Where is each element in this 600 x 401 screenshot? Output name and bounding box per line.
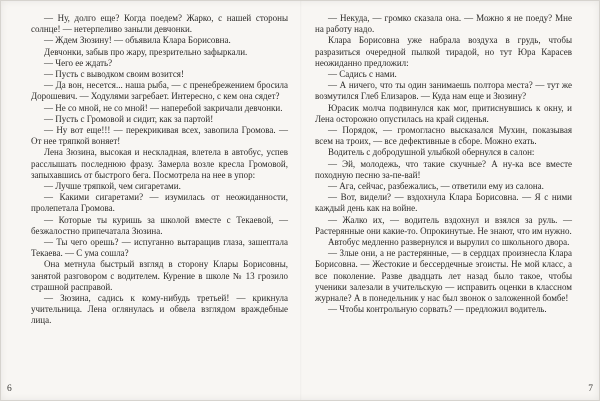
paragraph: — Какими сигаретами? — изумилась от неожиданности, пролепетала Громова.: [31, 192, 288, 214]
paragraph: Лена Зюзина, высокая и нескладная, влетела в автобус, успев расслышать последнюю фразу. Замерла возле кресла Громовой, запыхавшись от быстрого бега. Посмотрела на нее в упор:: [31, 147, 288, 180]
page-number-right: 7: [588, 384, 593, 394]
paragraph: — Которые ты куришь за школой вместе с Текаевой, — безжалостно припечатала Зюзина.: [31, 214, 288, 236]
paragraph: Автобус медленно развернулся и вырулил со школьного двора.: [328, 237, 570, 248]
paragraph: — А ничего, что ты один занимаешь полтора места? — тут же возмутился Глеб Елизаров. — Куда нам еще и Зюзину?: [315, 80, 572, 102]
paragraph: — Ну вот еще!!! — перекрикивая всех, завопила Громова. — От нее тряпкой воняет!: [31, 125, 288, 147]
paragraph: — Порядок, — громогласно высказался Мухин, показывая всем на троих, — все дефективные в сборе. Можно ехать.: [315, 125, 572, 147]
paragraph: — Ты чего орешь? — испуганно вытаращив глаза, зашептала Текаева. — С ума сошла?: [31, 237, 288, 259]
paragraph: Юрасик молча подвинулся как мог, притиснувшись к окну, и Лена осторожно опустилась на край сиденья.: [315, 102, 572, 124]
page-right: [315, 13, 572, 315]
page-right-text: [315, 13, 572, 315]
paragraph: — Зюзина, садись к кому-нибудь третьей! — крикнула учительница. Лена оглянулась и обвела взглядом враждебные лица.: [31, 293, 288, 326]
page-gutter: [300, 1, 302, 400]
paragraph: — Жалко их, — водитель вздохнул и взялся за руль. — Растерянные они какие-то. Опрокинутые. Не знают, что им нужно.: [315, 214, 572, 236]
paragraph: Водитель с добродушной улыбкой обернулся в салон:: [328, 147, 535, 158]
paragraph: — Чтобы контрольную сорвать? — предложил водитель.: [328, 304, 547, 315]
paragraph: — Вот, видели? — вздохнула Клара Борисовна. — Я с ними каждый день как на войне.: [315, 192, 572, 214]
paragraph: — Не со мной, не со мной! — наперебой закричали девчонки.: [44, 102, 283, 113]
paragraph: — Да вон, несется... наша рыба, — с пренебрежением бросила Дорошевич. — Ходулями загребает. Интересно, с кем она сядет?: [31, 80, 288, 102]
paragraph: — Пусть с выводком своим возится!: [44, 69, 184, 80]
paragraph: Клара Борисовна уже набрала воздуха в грудь, чтобы разразиться очередной пылкой тирадой, но тут Юра Карасев неожиданно предложил:: [315, 35, 572, 68]
paragraph: — Чего ее ждать?: [44, 57, 113, 68]
paragraph: — Лучше тряпкой, чем сигаретами.: [44, 181, 181, 192]
page-left: [31, 13, 288, 327]
page-left-text: [31, 13, 288, 327]
paragraph: — Ну, долго еще? Когда поедем? Жарко, с нашей стороны солнце! — нетерпеливо заныли девчонки.: [31, 13, 288, 35]
paragraph: Она метнула быстрый взгляд в сторону Клары Борисовны, занятой разговором с водителем. Курение в школе № 13 грозило страшной расправой.: [31, 259, 288, 292]
page-number-left: 6: [7, 384, 12, 394]
paragraph: — Эй, молодежь, что такие скучные? А ну-ка все вместе походную песню за-пе-вай!: [315, 158, 572, 180]
paragraph: — Ждем Зюзину! — объявила Клара Борисовна.: [44, 35, 231, 46]
paragraph: — Злые они, а не растерянные, — в сердцах произнесла Клара Борисовна. — Жестокие и бессердечные эгоисты. Не мой класс, а все поколение. Разве двадцать лет назад было такое, чтобы ученики залезали в учительскую — исправить оценки в классном журнале? А в понедельник у нас был звонок о заложенной бомбе!: [315, 248, 572, 304]
paragraph: Девчонки, забыв про жару, презрительно зафыркали.: [44, 46, 248, 57]
paragraph: — Ага, сейчас, разбежались, — ответили ему из салона.: [328, 181, 544, 192]
paragraph: — Садись с нами.: [328, 69, 397, 80]
paragraph: — Некуда, — громко сказала она. — Можно я не поеду? Мне на работу надо.: [315, 13, 572, 35]
paragraph: — Пусть с Громовой и сидит, как за партой!: [44, 113, 214, 124]
